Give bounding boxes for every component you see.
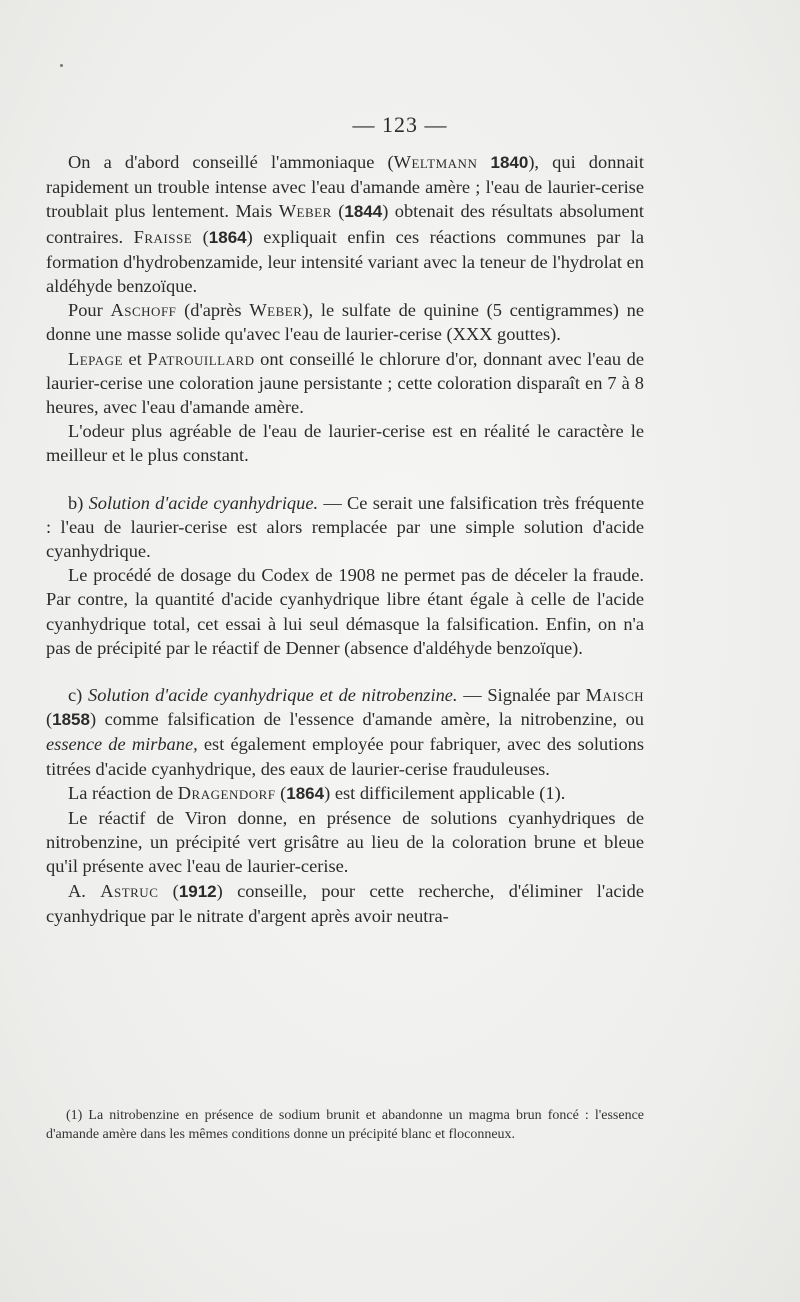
author-name: Fraisse [133, 226, 193, 247]
paragraph-chlorure-or: Lepage et Patrouillard ont conseillé le chlorure d'or, donnant avec l'eau de laurier-cerise une coloration jaune persistante ; cette coloration disparaît en 7 à 8 heures, avec l'eau d'amande amère. [46, 348, 644, 418]
footnote-text: (1) La nitrobenzine en présence de sodium brunit et abandonne un magma brun foncé : l'essence d'amande amère dans les mêmes conditions donne un précipité blanc et floconneux. [46, 1108, 644, 1142]
year: 1858 [52, 710, 90, 730]
scan-speck [60, 64, 63, 67]
year: 1912 [178, 881, 217, 901]
author-name: Patrouillard [147, 348, 255, 369]
year: 1840 [490, 153, 529, 172]
footnote [46, 1107, 644, 1144]
body-text [46, 150, 644, 928]
year: 1864 [208, 227, 247, 247]
italic-term: essence de mirbane, [46, 734, 198, 755]
page-number: — 123 — [352, 112, 448, 137]
paragraph-quinine: Pour Aschoff (d'après Weber), le sulfate de quinine (5 centigrammes) ne donne une masse solide qu'avec l'eau de laurier-cerise (XXX gouttes). [46, 300, 644, 345]
author-name: Weltmann [393, 152, 478, 172]
author-name: Lepage [68, 348, 123, 369]
section-title: Solution d'acide cyanhydrique et de nitrobenzine. [88, 685, 458, 706]
author-name: Dragendorf [177, 782, 276, 803]
author-name: Aschoff [110, 300, 177, 321]
author-name: Maisch [585, 685, 645, 706]
author-name: Astruc [100, 880, 159, 901]
paragraph-viron: Le réactif de Viron donne, en présence de solutions cyanhydriques de nitrobenzine, un précipité vert grisâtre au lieu de la coloration brune et bleue qu'il présente avec l'eau de laurier-cerise. [46, 808, 644, 877]
paragraph-astruc: A. Astruc (1912) conseille, pour cette recherche, d'éliminer l'acide cyanhydrique par le nitrate d'argent après avoir neutra- [46, 880, 644, 926]
paragraph-ammoniaque: On a d'abord conseillé l'ammoniaque (Weltmann 1840), qui donnait rapidement un trouble intense avec l'eau d'amande amère ; l'eau de laurier-cerise troublait plus lentement. Mais Weber (1844) obtenait des résultats absolument contraires. Fraisse (1864) expliquait enfin ces réactions communes par la formation d'hydrobenzamide, leur intensité variant avec la teneur de l'hydrolat en aldéhyde benzoïque. [46, 152, 644, 297]
author-name: Weber [249, 300, 303, 321]
section-title: Solution d'acide cyanhydrique. [88, 492, 319, 513]
section-c: c) Solution d'acide cyanhydrique et de nitrobenzine. — Signalée par Maisch (1858) comme falsification de l'essence d'amande amère, la nitrobenzine, ou essence de mirbane, est également employée pour fabriquer, avec des solutions titrées d'acide cyanhydrique, des eaux de laurier-cerise frauduleuses. [46, 685, 645, 779]
year: 1864 [286, 783, 325, 803]
year: 1844 [344, 202, 383, 222]
paragraph-odeur: L'odeur plus agréable de l'eau de laurier-cerise est en réalité le caractère le meilleur et le plus constant. [46, 421, 644, 466]
author-name: Weber [278, 201, 332, 222]
paragraph-codex: Le procédé de dosage du Codex de 1908 ne permet pas de déceler la fraude. Par contre, la quantité d'acide cyanhydrique libre étant égale à celle de l'acide cyanhydrique total, cet essai à lui seul démasque la falsification. Enfin, on n'a pas de précipité par le réactif de Denner (absence d'aldéhyde benzoïque). [46, 565, 644, 658]
section-b: b) Solution d'acide cyanhydrique. — Ce serait une falsification très fréquente : l'eau de laurier-cerise est alors remplacée par une simple solution d'acide cyanhydrique. [46, 492, 644, 562]
paragraph-dragendorf: La réaction de Dragendorf (1864) est difficilement applicable (1). [68, 782, 566, 803]
